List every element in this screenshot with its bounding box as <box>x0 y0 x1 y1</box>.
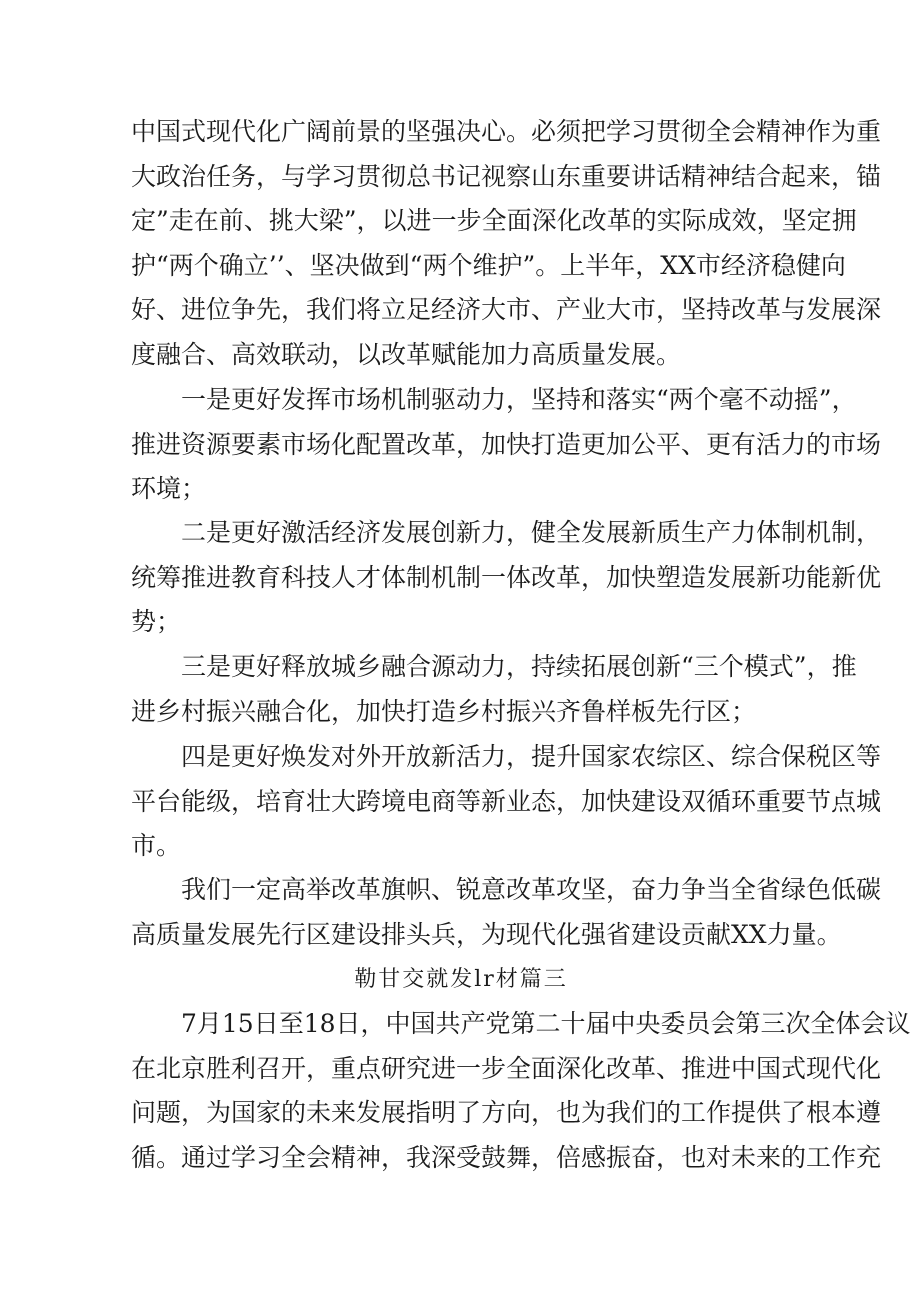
paragraph-point-one <box>131 378 882 512</box>
text-line: 定”走在前、挑大梁”，以进一步全面深化改革的实际成效，坚定拥 <box>131 206 857 235</box>
paragraph-point-four <box>131 735 882 869</box>
text-line: 在北京胜利召开，重点研究进一步全面深化改革、推进中国式现代化 <box>131 1053 882 1083</box>
text-line: 推进资源要素市场化配置改革，加快打造更加公平、更有活力的市场 <box>131 429 882 459</box>
paragraph-point-three <box>131 645 857 734</box>
section-heading: 勒甘交就发lr材篇三 <box>354 967 568 992</box>
text-line: 中国式现代化广阔前景的坚强决心。必须把学习贯彻全会精神作为重 <box>131 117 882 146</box>
text-line: 四是更好焕发对外开放新活力，提升国家农综区、综合保税区等 <box>181 742 882 771</box>
text-line: 循。通过学习全会精神，我深受鼓舞，倍感振奋，也对未来的工作充 <box>131 1142 882 1172</box>
paragraph-section-three-intro <box>131 1002 911 1180</box>
text-line: 大政治任务，与学习贯彻总书记视察山东重要讲话精神结合起来，锚 <box>131 161 882 191</box>
text-line: 好、进位争先，我们将立足经济大市、产业大市，坚持改革与发展深 <box>131 295 882 324</box>
text-line: 环境； <box>131 474 207 503</box>
paragraph-point-two <box>131 511 882 645</box>
text-line: 度融合、高效联动，以改革赋能加力高质量发展。 <box>131 339 682 369</box>
text-line: 平台能级，培育壮大跨境电商等新业态，加快建设双循环重要节点城 <box>131 786 882 816</box>
paragraph-intro <box>131 110 882 377</box>
text-line: 三是更好释放城乡融合源动力，持续拓展创新“三个模式”，推 <box>181 652 857 681</box>
text-line: 高质量发展先行区建设排头兵，为现代化强省建设贡献XX力量。 <box>131 919 842 949</box>
text-line: 一是更好发挥市场机制驱动力，坚持和落实“两个毫不动摇”， <box>181 385 857 414</box>
text-line: 我们一定高举改革旗帜、锐意改革攻坚，奋力争当全省绿色低碳 <box>181 875 882 904</box>
paragraph-conclusion <box>131 868 882 957</box>
text-line: 二是更好激活经济发展创新力，健全发展新质生产力体制机制， <box>181 518 882 547</box>
text-line: 问题，为国家的未来发展指明了方向，也为我们的工作提供了根本遵 <box>131 1098 882 1127</box>
text-line: 进乡村振兴融合化，加快打造乡村振兴齐鲁样板先行区； <box>131 696 757 726</box>
text-line: 7月15日至18日，中国共产党第二十届中央委员会第三次全体会议 <box>181 1009 911 1038</box>
text-line: 统筹推进教育科技人才体制机制一体改革，加快塑造发展新功能新优 <box>131 562 882 592</box>
text-line: 护“两个确立’’、坚决做到“两个维护”。上半年，XX市经济稳健向 <box>131 250 846 280</box>
text-line: 市。 <box>131 831 182 860</box>
text-line: 势； <box>131 607 182 636</box>
